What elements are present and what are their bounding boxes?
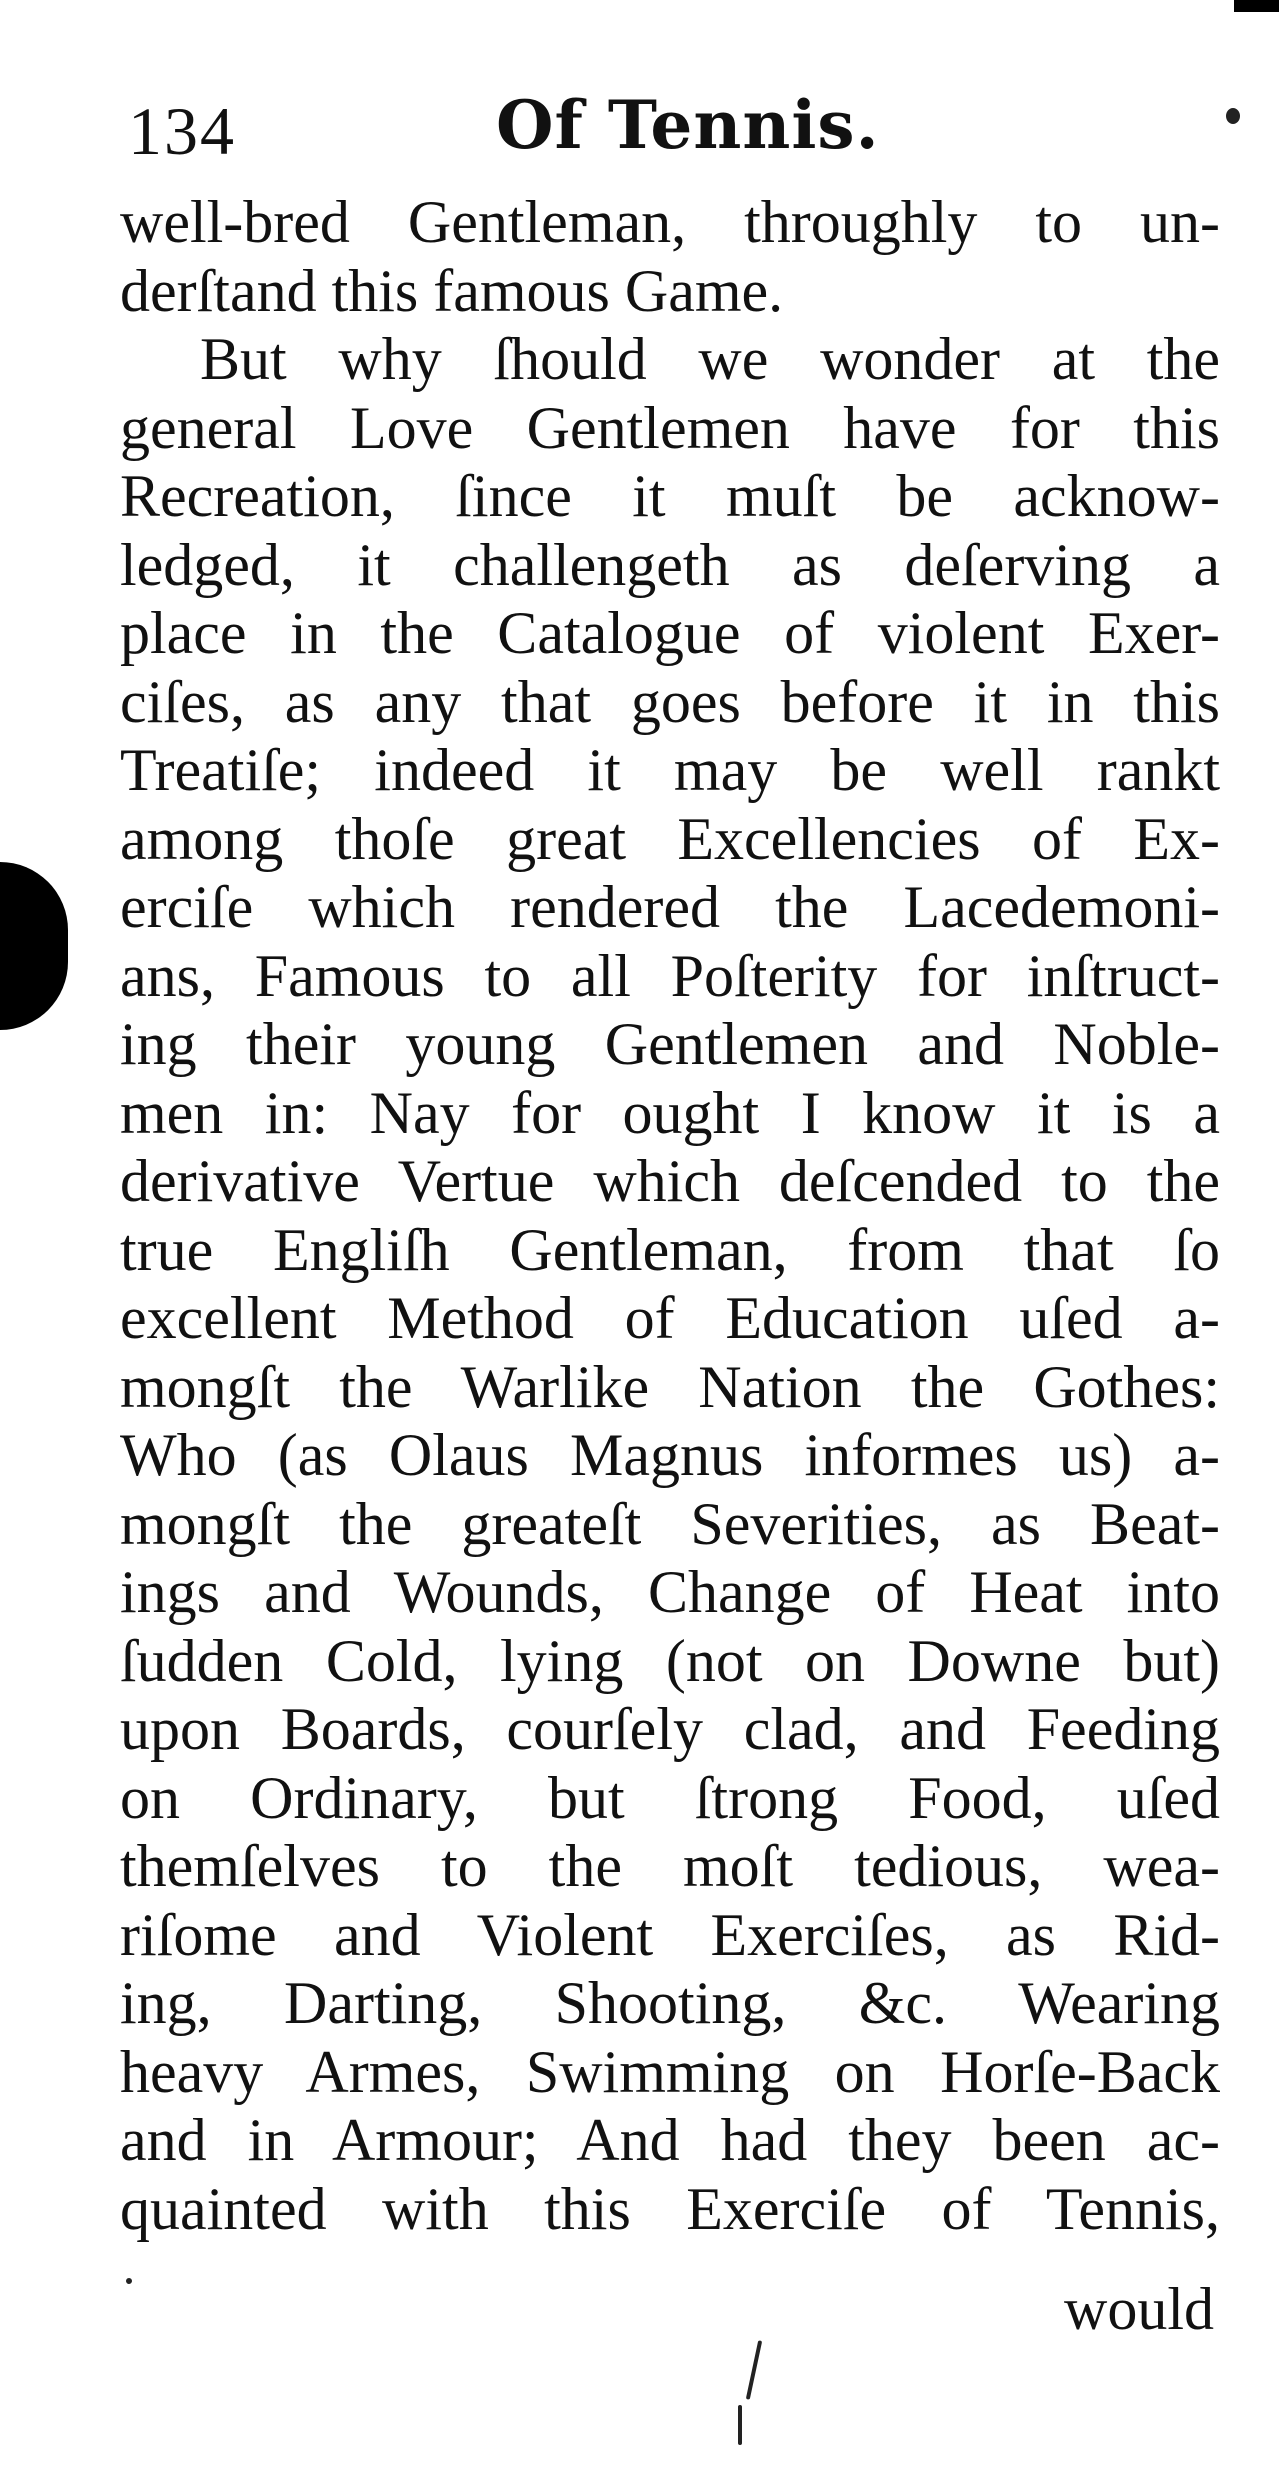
body-text: [120, 188, 1220, 2243]
text-line: Who (as Olaus Magnus informes us) a-: [120, 1422, 1220, 1488]
scan-speck: [126, 2278, 132, 2284]
scan-edge-shadow: [1234, 0, 1279, 12]
text-line: place in the Catalogue of violent Exer-: [120, 600, 1220, 666]
text-line: ciſes, as any that goes before it in this: [120, 668, 1220, 735]
text-line: ing their young Gentlemen and Noble-: [120, 1011, 1220, 1077]
text-line: mongſt the greateſt Severities, as Beat-: [120, 1490, 1220, 1557]
text-line: mongſt the Warlike Nation the Gothes:: [120, 1353, 1220, 1420]
catchword: would: [1064, 2276, 1214, 2342]
text-line: ans, Famous to all Poſterity for inſtruct-: [120, 942, 1220, 1009]
text-line: ings and Wounds, Change of Heat into: [120, 1559, 1220, 1625]
text-line: ing, Darting, Shooting, &c. Wearing: [120, 1970, 1220, 2036]
text-line: erciſe which rendered the Lacedemoni-: [120, 874, 1220, 940]
text-line: general Love Gentlemen have for this: [120, 394, 1220, 461]
scan-margin-mark: [0, 862, 68, 1030]
text-line: quainted with this Exerciſe of Tennis,: [120, 2175, 1220, 2242]
text-line: and in Armour; And had they been ac-: [120, 2107, 1220, 2173]
scan-speck: [738, 2405, 742, 2445]
text-line: on Ordinary, but ſtrong Food, uſed: [120, 1764, 1220, 1831]
scan-speck: [1226, 108, 1240, 124]
text-line: Treatiſe; indeed it may be well rankt: [120, 737, 1220, 803]
text-line: ledged, it challengeth as deſerving a: [120, 531, 1220, 598]
page-header: [128, 86, 1248, 182]
text-line: upon Boards, courſely clad, and Feeding: [120, 1696, 1220, 1762]
text-line: men in: Nay for ought I know it is a: [120, 1079, 1220, 1146]
text-line: among thoſe great Excellencies of Ex-: [120, 805, 1220, 872]
text-line: ſudden Cold, lying (not on Downe but): [120, 1627, 1220, 1694]
page-number: 134: [128, 93, 236, 169]
text-line: riſome and Violent Exerciſes, as Rid-: [120, 1901, 1220, 1968]
running-head: Of Tennis.: [496, 86, 880, 164]
text-line: true Engliſh Gentleman, from that ſo: [120, 1216, 1220, 1283]
scan-speck: [746, 2340, 762, 2400]
text-line: Recreation, ſince it muſt be acknow-: [120, 463, 1220, 529]
text-line: well-bred Gentleman, throughly to un-: [120, 189, 1220, 255]
text-line: excellent Method of Education uſed a-: [120, 1285, 1220, 1351]
text-line: themſelves to the moſt tedious, wea-: [120, 1833, 1220, 1899]
text-line: heavy Armes, Swimming on Horſe-Back: [120, 2038, 1220, 2105]
text-line: derivative Vertue which deſcended to the: [120, 1148, 1220, 1214]
text-line: derſtand this famous Game.: [120, 257, 784, 324]
text-line: But why ſhould we wonder at the: [200, 326, 1220, 392]
